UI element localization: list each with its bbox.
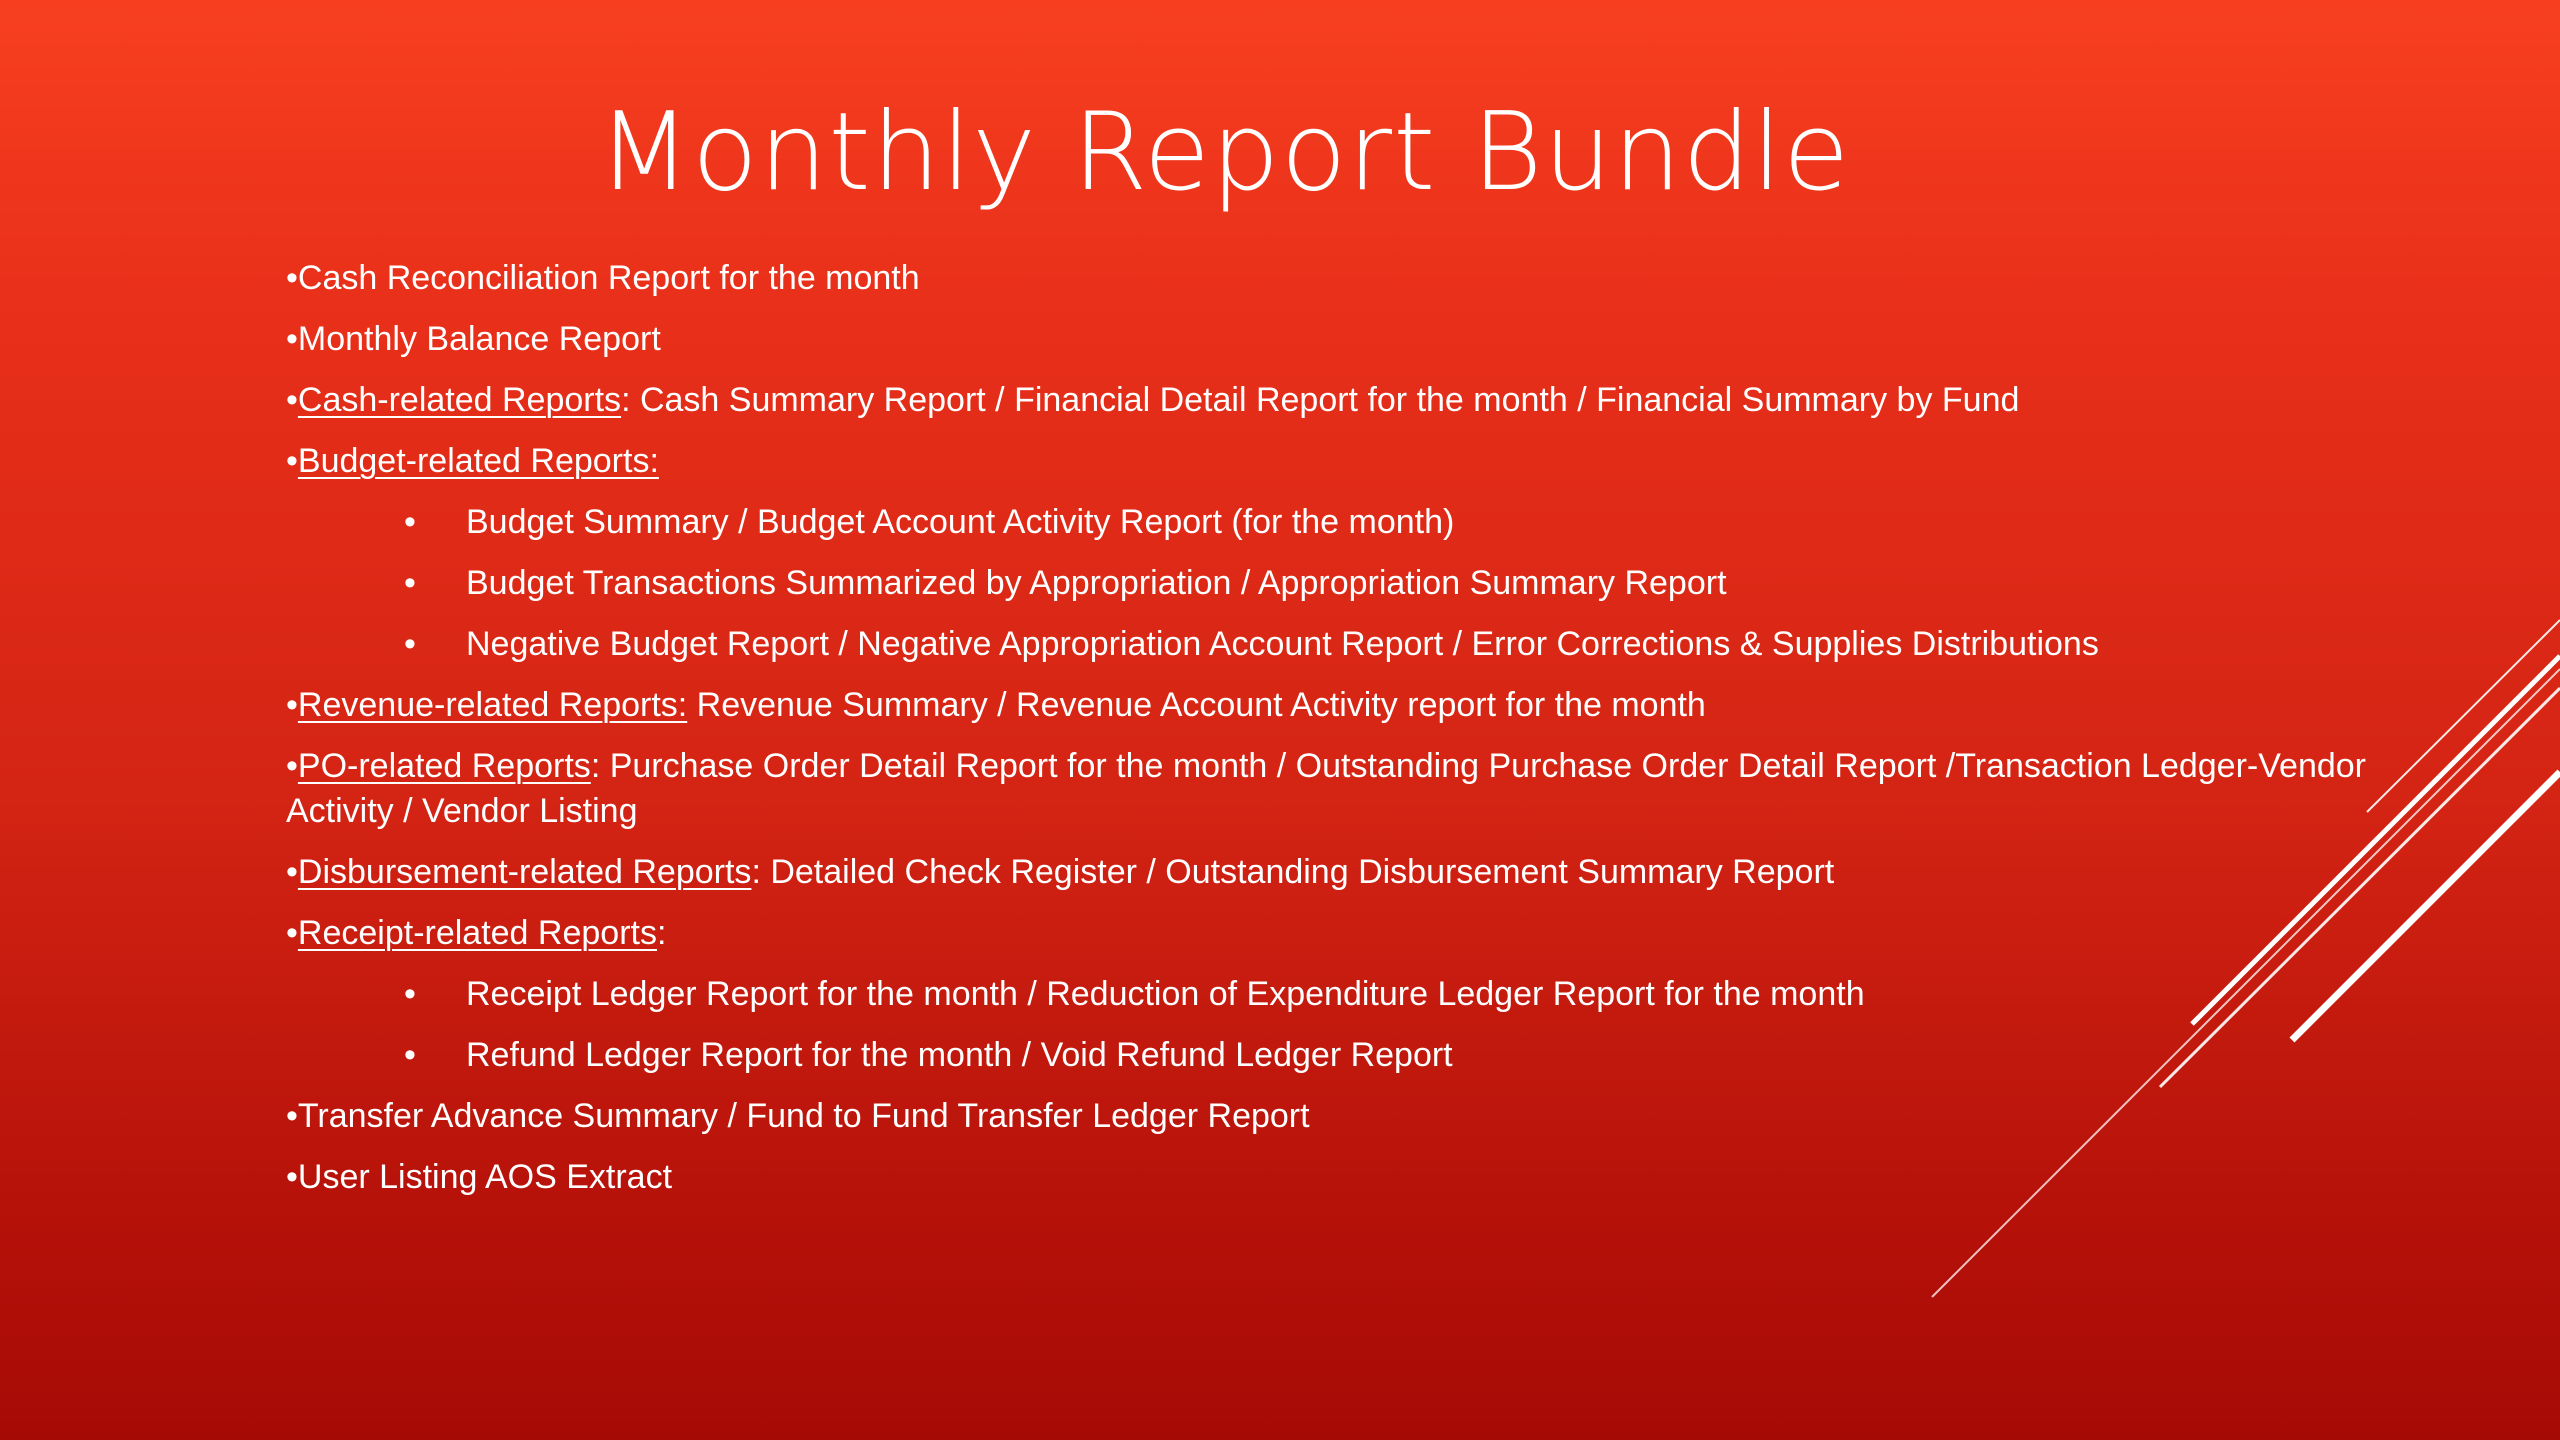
receipt-related-reports-link[interactable]: Receipt-related Reports <box>297 914 657 952</box>
item-text: •Monthly Balance Report <box>286 320 661 358</box>
sub-bullet: • <box>404 564 416 602</box>
item-text: •Transfer Advance Summary / Fund to Fund Transfer Ledger Report <box>286 1097 1310 1135</box>
item-text: Revenue Summary / Revenue Account Activity report for the month <box>687 686 1706 724</box>
item-text: : Cash Summary Report / Financial Detail Report for the month / Financial Summary by Fund <box>621 381 2020 419</box>
budget-related-reports-link[interactable]: Budget-related Reports: <box>297 442 659 480</box>
sub-bullet: • <box>404 625 416 663</box>
item-text: Receipt Ledger Report for the month / Reduction of Expenditure Ledger Report for the month <box>466 975 1865 1013</box>
item-text: Refund Ledger Report for the month / Void Refund Ledger Report <box>466 1036 1453 1074</box>
po-related-reports-link[interactable]: PO-related Reports <box>297 747 591 785</box>
diagonal-line <box>2160 688 2560 1087</box>
item-text: : <box>656 914 667 952</box>
revenue-related-reports-link[interactable]: Revenue-related Reports: <box>297 686 688 724</box>
item-text: : Purchase Order Detail Report for the month / Outstanding Purchase Order Detail Report /Transaction Ledger-Vendor Activity / Vendor Listing <box>286 747 2367 830</box>
diagonal-line <box>2192 656 2560 1024</box>
item-text: Negative Budget Report / Negative Appropriation Account Report / Error Corrections & Supplies Distributions <box>466 625 2099 663</box>
item-text: •Cash Reconciliation Report for the month <box>286 259 920 297</box>
sub-bullet: • <box>404 1036 416 1074</box>
bullet: • <box>286 442 298 480</box>
bullet: • <box>286 686 298 724</box>
item-text: •User Listing AOS Extract <box>286 1158 673 1196</box>
diagonal-line <box>1932 669 2560 1297</box>
sub-bullet: • <box>404 975 416 1013</box>
cash-related-reports-link[interactable]: Cash-related Reports <box>297 381 622 419</box>
bullet: • <box>286 853 298 891</box>
bullet: • <box>286 747 298 785</box>
bullet: • <box>286 914 298 952</box>
item-text: Budget Transactions Summarized by Appropriation / Appropriation Summary Report <box>466 564 1727 602</box>
item-text: : Detailed Check Register / Outstanding Disbursement Summary Report <box>751 853 1835 891</box>
bullet: • <box>286 381 298 419</box>
diagonal-line <box>2292 772 2560 1040</box>
disbursement-related-reports-link[interactable]: Disbursement-related Reports <box>297 853 752 891</box>
item-text: Budget Summary / Budget Account Activity Report (for the month) <box>466 503 1455 541</box>
sub-bullet: • <box>404 503 416 541</box>
slide-title: Monthly Report Bundle <box>597 90 1851 215</box>
